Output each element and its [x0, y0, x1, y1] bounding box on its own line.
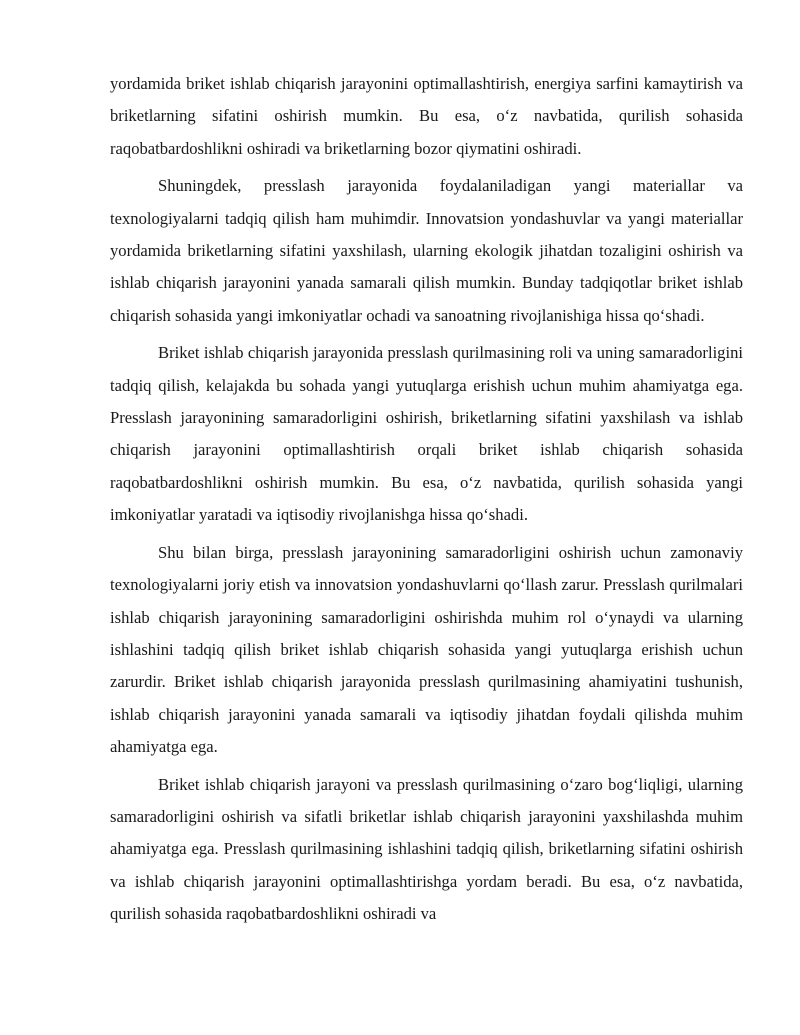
paragraph-continuation: yordamida briket ishlab chiqarish jarayonini optimallashtirish, energiya sarfini kamaytirish va briketlarning sifatini oshirish mumkin. Bu esa, o‘z navbatida, qurilish sohasida raqobatbardoshlikni oshiradi va briketlarning bozor qiymatini oshiradi. [110, 74, 743, 158]
paragraph-interrelation: Briket ishlab chiqarish jarayoni va presslash qurilmasining o‘zaro bog‘liqligi, ularning samaradorligini oshirish va sifatli briketlar ishlab chiqarish jarayonini yaxshilashda muhim ahamiyatga ega. Presslash qurilmasining ishlashini tadqiq qilish, briketlarning sifatini oshirish va ishlab chiqarish jarayonini optimallashtirishga yordam beradi. Bu esa, o‘z navbatida, qurilish sohasida raqobatbardoshlikni oshiradi va [110, 774, 743, 924]
paragraph-pressing-role: Briket ishlab chiqarish jarayonida presslash qurilmasining roli va uning samaradorligini tadqiq qilish, kelajakda bu sohada yangi yutuqlarga erishish uchun muhim ahamiyatga ega. Presslash jarayonining samaradorligini oshirish, briketlarning sifatini yaxshilash va ishlab chiqarish jarayonini optimallashtirish orqali briket ishlab chiqarish sohasida raqobatbardoshlikni oshirish mumkin. Bu esa, o‘z navbatida, qurilish sohasida yangi imkoniyatlar yaratadi va iqtisodiy rivojlanishga hissa qo‘shadi. [110, 343, 743, 525]
document-page [110, 68, 743, 936]
paragraph-modern-technologies: Shu bilan birga, presslash jarayonining samaradorligini oshirish uchun zamonaviy texnologiyalarni joriy etish va innovatsion yondashuvlarni qo‘llash zarur. Presslash qurilmalari ishlab chiqarish jarayonining samaradorligini oshirishda muhim rol o‘ynaydi va ularning ishlashini tadqiq qilish briket ishlab chiqarish sohasida yangi yutuqlarga erishish uchun zarurdir. Briket ishlab chiqarish jarayonida presslash qurilmasining ahamiyatini tushunish, ishlab chiqarish jarayonini yanada samarali va iqtisodiy jihatdan foydali qilishda muhim ahamiyatga ega. [110, 542, 743, 757]
paragraph-new-materials: Shuningdek, presslash jarayonida foydalaniladigan yangi materiallar va texnologiyalarni tadqiq qilish ham muhimdir. Innovatsion yondashuvlar va yangi materiallar yordamida briketlarning sifatini yaxshilash, ularning ekologik jihatdan tozaligini oshirish va ishlab chiqarish jarayonini yanada samarali qilish mumkin. Bunday tadqiqotlar briket ishlab chiqarish sohasida yangi imkoniyatlar ochadi va sanoatning rivojlanishiga hissa qo‘shadi. [110, 176, 743, 325]
